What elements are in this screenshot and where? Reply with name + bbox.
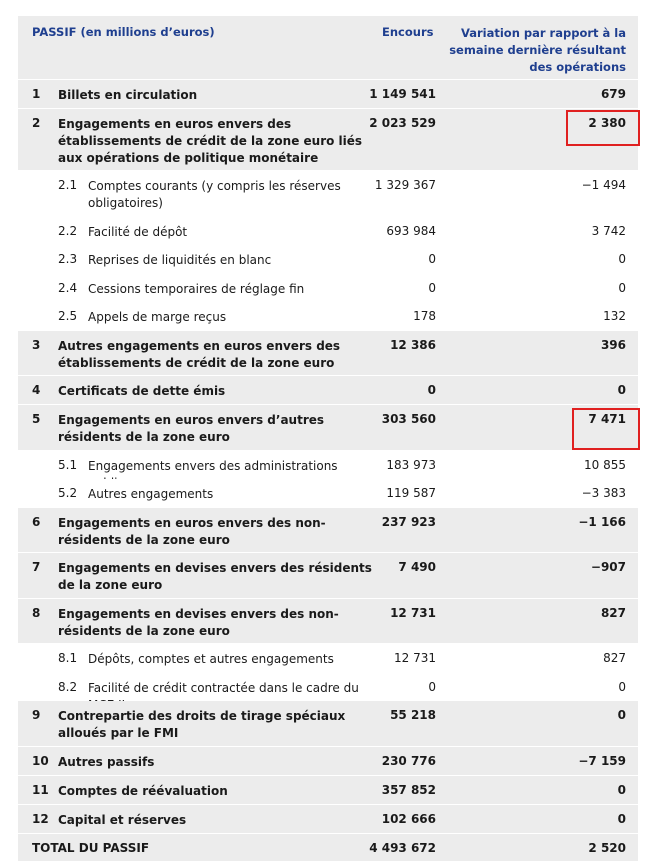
row-number: 2.5 [58,309,78,323]
row-encours: 303 560 [381,412,436,426]
table-row [18,747,638,776]
total-row [18,834,638,862]
row-label: Facilité de dépôt [88,225,188,239]
table-row [18,701,638,747]
table-row [18,673,638,701]
row-label: Engagements envers des administrations [88,459,338,473]
row-label: Reprises de liquidités en blanc [88,253,272,267]
row-number: 12 [32,812,49,826]
row-number: 7 [32,560,41,574]
row-number: 2 [32,116,41,130]
row-number: 5 [32,412,41,426]
row-label: Capital et réserves [58,813,187,827]
row-label: Appels de marge reçus [88,310,227,324]
row-encours: 0 [428,680,436,694]
row-number: 2.3 [58,252,78,266]
row-encours: 119 587 [386,486,436,500]
row-encours: 55 218 [390,708,436,722]
row-encours: 1 329 367 [374,178,436,192]
row-number: 5.1 [58,458,78,472]
row-number: 11 [32,783,49,797]
row-number: 5.2 [58,486,78,500]
table-row [18,245,638,274]
row-label: Engagements en euros envers des non-résidents de la zone euro [58,516,326,547]
row-encours: 12 731 [394,651,436,665]
table-row [18,479,638,508]
row-label: Certificats de dette émis [58,384,226,398]
row-variation: −907 [590,560,626,574]
row-label: Autres engagements en euros envers des établissements de crédit de la zone euro [58,339,341,370]
table-row [18,805,638,834]
row-number: 8.1 [58,651,78,665]
row-encours: 102 666 [381,812,436,826]
table-row [18,302,638,331]
table-header [18,16,638,80]
row-variation: 0 [618,680,626,694]
header-encours: Encours [382,25,434,39]
table-row [18,553,638,599]
total-label: TOTAL DU PASSIF [32,841,150,855]
row-variation: 3 742 [591,224,626,238]
row-label: Billets en circulation [58,88,198,102]
row-encours: 7 490 [398,560,436,574]
row-variation: −7 159 [578,754,626,768]
row-encours: 1 149 541 [369,87,436,101]
row-variation: 396 [600,338,626,352]
row-number: 1 [32,87,41,101]
row-encours: 230 776 [381,754,436,768]
row-variation: 132 [603,309,626,323]
header-variation: Variation par rapport à la semaine dernière résultant des opérations [449,26,626,74]
total-variation: 2 520 [588,841,626,855]
row-encours: 178 [413,309,436,323]
row-encours: 357 852 [381,783,436,797]
highlight-box [566,110,640,146]
row-label: Engagements en devises envers des non-résidents de la zone euro [58,607,339,638]
highlight-box [572,408,640,450]
row-label: Autres engagements [88,487,214,501]
row-number: 6 [32,515,41,529]
table-row [18,171,638,217]
row-number: 8 [32,606,41,620]
total-encours: 4 493 672 [369,841,436,855]
row-number: 8.2 [58,680,78,694]
row-variation: 827 [600,606,626,620]
table-row [18,644,638,673]
row-label: Comptes courants (y compris les réserves obligatoires) [88,179,341,210]
row-encours: 12 386 [390,338,436,352]
row-variation: 679 [600,87,626,101]
row-variation: −1 166 [578,515,626,529]
row-variation: 827 [603,651,626,665]
row-number: 2.2 [58,224,78,238]
row-encours: 183 973 [386,458,436,472]
row-variation: 2 380 [588,116,626,130]
row-encours: 12 731 [390,606,436,620]
row-number: 3 [32,338,41,352]
row-variation: −1 494 [581,178,626,192]
row-encours: 0 [428,281,436,295]
row-number: 4 [32,383,41,397]
table-row [18,80,638,109]
row-variation: 0 [617,812,626,826]
row-variation: 0 [617,708,626,722]
table-row [18,405,638,451]
row-label: Contrepartie des droits de tirage spéciaux alloués par le FMI [58,709,346,740]
table-row [18,508,638,553]
row-label: Comptes de réévaluation [58,784,228,798]
row-variation: 7 471 [588,412,626,426]
row-label: Engagements en euros envers d’autres résidents de la zone euro [58,413,325,444]
row-variation: −3 383 [581,486,626,500]
header-label: PASSIF (en millions d’euros) [32,25,215,39]
row-number: 9 [32,708,41,722]
row-number: 2.1 [58,178,78,192]
row-variation: 0 [617,383,626,397]
table-row [18,376,638,405]
row-encours: 693 984 [386,224,436,238]
table-row [18,599,638,644]
row-label: Dépôts, comptes et autres engagements [88,652,334,666]
row-number: 2.4 [58,281,78,295]
row-variation: 0 [617,783,626,797]
table-row [18,776,638,805]
row-encours: 0 [427,383,436,397]
row-variation: 10 855 [584,458,626,472]
row-encours: 237 923 [381,515,436,529]
row-variation: 0 [618,252,626,266]
table-row [18,109,638,171]
table-row [18,451,638,479]
row-label: Facilité de crédit contractée dans le cadre du [88,681,359,695]
table-row [18,217,638,245]
table-row [18,331,638,376]
row-label: Engagements en devises envers des résidents de la zone euro [58,561,372,592]
row-label: Engagements en euros envers des établissements de crédit de la zone euro liés aux opérations de politique monétaire [58,117,363,165]
row-encours: 2 023 529 [369,116,436,130]
table-row [18,274,638,302]
row-encours: 0 [428,252,436,266]
row-number: 10 [32,754,49,768]
row-label: Cessions temporaires de réglage fin [88,282,305,296]
row-label: Autres passifs [58,755,155,769]
liabilities-table [18,16,638,862]
row-variation: 0 [618,281,626,295]
